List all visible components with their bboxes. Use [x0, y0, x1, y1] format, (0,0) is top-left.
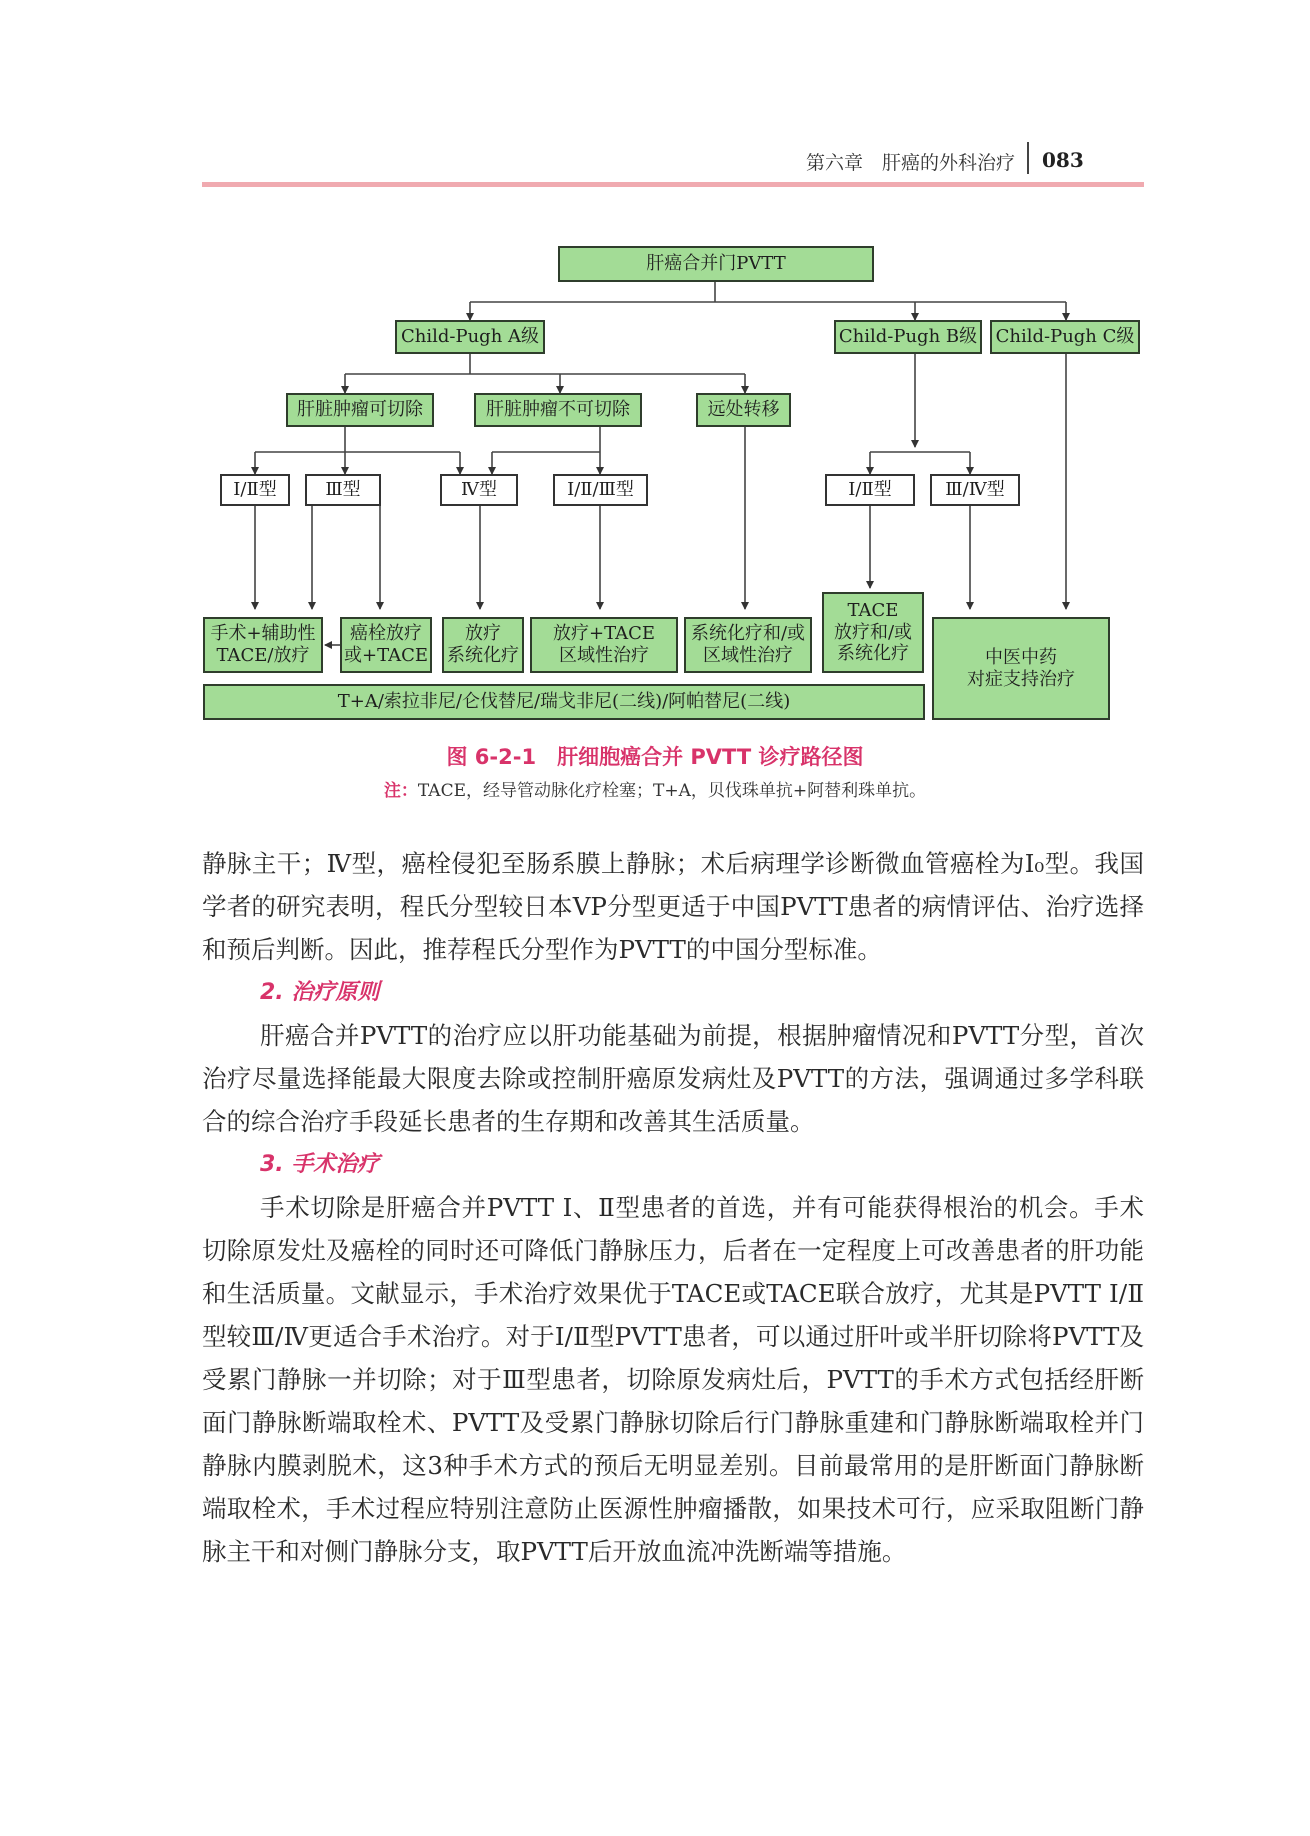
flow-node-unresectable: 肝脏肿瘤不可切除	[474, 393, 642, 427]
flow-node-tcm-support: 中医中药 对症支持治疗	[932, 617, 1110, 720]
running-header-chapter: 第六章 肝癌的外科治疗	[805, 152, 1015, 174]
flow-node-type-i-ii-b: Ⅰ/Ⅱ型	[825, 474, 915, 506]
flow-node-distant-metastasis: 远处转移	[696, 393, 791, 427]
flow-node-drug-bar: T+A/索拉非尼/仑伐替尼/瑞戈非尼(二线)/阿帕替尼(二线)	[203, 684, 925, 720]
flow-node-child-pugh-b: Child-Pugh B级	[834, 320, 982, 354]
flow-node-child-pugh-a: Child-Pugh A级	[395, 320, 545, 354]
flow-node-root: 肝癌合并门PVTT	[558, 246, 874, 282]
page-number: 083	[1042, 148, 1084, 172]
flow-node-thrombus-radiotherapy: 癌栓放疗 或+TACE	[340, 617, 432, 673]
flow-node-resectable: 肝脏肿瘤可切除	[286, 393, 434, 427]
figure-note-label: 注：	[383, 781, 418, 801]
flow-node-type-iv: Ⅳ型	[440, 474, 518, 506]
flow-node-radio-systemic: 放疗 系统化疗	[442, 617, 524, 673]
flow-node-child-pugh-c: Child-Pugh C级	[990, 320, 1140, 354]
body-text	[202, 842, 1144, 1573]
flowchart	[0, 0, 1310, 760]
flow-node-systemic-regional: 系统化疗和/或 区域性治疗	[684, 617, 812, 673]
paragraph-1: 静脉主干；Ⅳ型，癌栓侵犯至肠系膜上静脉；术后病理学诊断微血管癌栓为I₀型。我国学者的研究表明，程氏分型较日本VP分型更适于中国PVTT患者的病情评估、治疗选择和预后判断。因此，推荐程氏分型作为PVTT的中国分型标准。	[202, 849, 1144, 964]
figure-note-text: TACE，经导管动脉化疗栓塞；T+A，贝伐珠单抗+阿替利珠单抗。	[417, 781, 927, 801]
figure-note	[0, 776, 1310, 801]
paragraph-2: 肝癌合并PVTT的治疗应以肝功能基础为前提，根据肿瘤情况和PVTT分型，首次治疗尽量选择能最大限度去除或控制肝癌原发病灶及PVTT的方法，强调通过多学科联合的综合治疗手段延长患者的生存期和改善其生活质量。	[202, 1021, 1144, 1136]
section-heading-2: 2. 治疗原则	[260, 980, 380, 1005]
figure-caption: 图 6-2-1 肝细胞癌合并 PVTT 诊疗路径图	[446, 745, 864, 769]
flow-node-type-i-ii-a: Ⅰ/Ⅱ型	[220, 474, 290, 506]
flow-node-type-iii: Ⅲ型	[305, 474, 381, 506]
section-heading-3: 3. 手术治疗	[260, 1152, 380, 1177]
paragraph-3: 手术切除是肝癌合并PVTT Ⅰ、Ⅱ型患者的首选，并有可能获得根治的机会。手术切除原发灶及癌栓的同时还可降低门静脉压力，后者在一定程度上可改善患者的肝功能和生活质量。文献显示，手术治疗效果优于TACE或TACE联合放疗，尤其是PVTT Ⅰ/Ⅱ型较Ⅲ/Ⅳ更适合手术治疗。对于Ⅰ/Ⅱ型PVTT患者，可以通过肝叶或半肝切除将PVTT及受累门静脉一并切除；对于Ⅲ型患者，切除原发病灶后，PVTT的手术方式包括经肝断面门静脉断端取栓术、PVTT及受累门静脉切除后行门静脉重建和门静脉断端取栓并门静脉内膜剥脱术，这3种手术方式的预后无明显差别。目前最常用的是肝断面门静脉断端取栓术，手术过程应特别注意防止医源性肿瘤播散，如果技术可行，应采取阻断门静脉主干和对侧门静脉分支，取PVTT后开放血流冲洗断端等措施。	[202, 1193, 1144, 1566]
flow-node-tace-radio-systemic: TACE 放疗和/或 系统化疗	[822, 592, 924, 673]
flow-node-surgery-tace: 手术+辅助性 TACE/放疗	[203, 617, 323, 673]
flow-node-type-i-ii-iii: Ⅰ/Ⅱ/Ⅲ型	[553, 474, 648, 506]
flow-node-type-iii-iv: Ⅲ/Ⅳ型	[930, 474, 1020, 506]
flow-node-radio-tace: 放疗+TACE 区域性治疗	[530, 617, 678, 673]
